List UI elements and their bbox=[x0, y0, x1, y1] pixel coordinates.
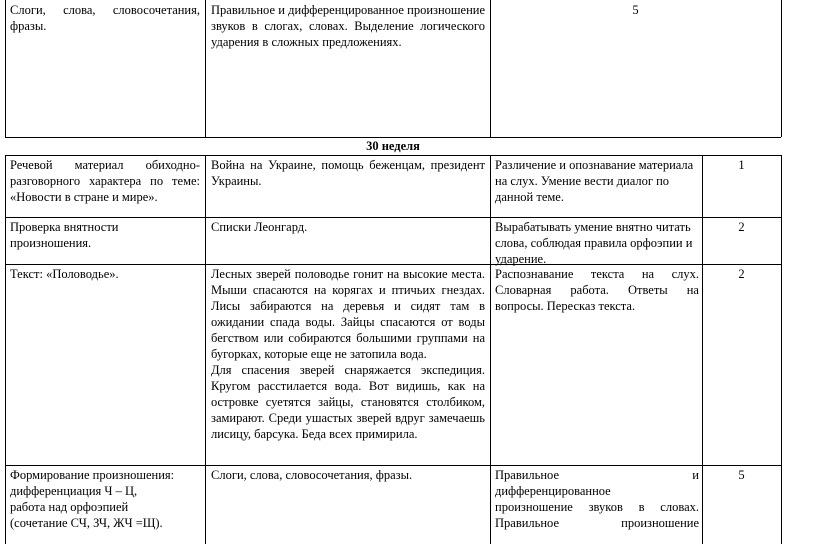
cell-content: Списки Леонгард. bbox=[211, 220, 308, 234]
cell-hours: 1 bbox=[738, 158, 745, 172]
cell-content: Правильное и дифференцированное произношение звуков в слогах, словах. Выделение логического ударения в сложных предложениях. bbox=[211, 3, 485, 49]
column-border bbox=[5, 155, 6, 544]
cell-hours: 5 bbox=[738, 468, 745, 482]
column-border bbox=[781, 0, 782, 137]
row-border bbox=[5, 217, 781, 218]
cell-content bbox=[211, 266, 485, 442]
cell-topic: Текст: «Половодье». bbox=[10, 267, 119, 281]
row-border bbox=[5, 465, 781, 466]
column-border bbox=[490, 0, 491, 137]
text-line: дифференциация Ч – Ц, bbox=[10, 484, 138, 498]
cell-content: Слоги, слова, словосочетания, фразы. bbox=[211, 468, 413, 482]
cell-goals: Распознавание текста на слух. Словарная работа. Ответы на вопросы. Пересказ текста. bbox=[495, 267, 699, 313]
cell-hours: 2 bbox=[738, 267, 745, 281]
column-border bbox=[5, 0, 6, 137]
cell-topic: Проверка внятности произношения. bbox=[10, 220, 119, 250]
text-paragraph: Лесных зверей половодье гонит на высокие места. Мыши спасаются на корягах и птичьих гнездах. Лисы забираются на деревья и сидят там в ожидании спада воды. Зайцы спасаются от воды бегством или собираются большими группами на бугорках, которые еще не затопила вода. bbox=[211, 267, 485, 361]
cell-goals: Различение и опознавание материала на слух. Умение вести диалог по данной теме. bbox=[495, 158, 694, 204]
text-line: произношение звуков в словах. bbox=[495, 500, 699, 514]
column-border bbox=[205, 155, 206, 544]
column-border bbox=[490, 155, 491, 544]
text-line: Правильное и bbox=[495, 468, 699, 482]
column-border bbox=[781, 155, 782, 544]
cell-content: Война на Украине, помощь беженцам, президент Украины. bbox=[211, 158, 485, 188]
text-line: Формирование произношения: bbox=[10, 468, 175, 482]
cell-topic bbox=[10, 467, 200, 531]
text-line: (сочетание СЧ, ЗЧ, ЖЧ =Щ). bbox=[10, 516, 163, 530]
text-line: Правильное произношение bbox=[495, 516, 699, 530]
text-paragraph: Для спасения зверей снаряжается экспедиция. Кругом расстилается вода. Вот видишь, как на островке суетятся зайцы, становятся столбиком, замирают. Среди ушастых зверей вдруг замечаешь лисицу, барсука. Беда всех примирила. bbox=[211, 363, 485, 441]
cell-goals bbox=[495, 467, 699, 531]
cell-hours: 2 bbox=[738, 220, 745, 234]
column-border bbox=[205, 0, 206, 137]
text-line: работа над орфоэпией bbox=[10, 500, 129, 514]
cell-topic: Слоги, слова, словосочетания, фразы. bbox=[10, 3, 200, 33]
row-border bbox=[5, 155, 781, 156]
cell-goals: Вырабатывать умение внятно читать слова, соблюдая правила орфоэпии и ударение. bbox=[495, 220, 693, 266]
cell-hours: 5 bbox=[632, 3, 639, 17]
week-header: 30 неделя bbox=[366, 139, 420, 153]
column-border bbox=[702, 155, 703, 544]
text-line: дифференцированное bbox=[495, 484, 611, 498]
cell-topic: Речевой материал обиходно-разговорного характера по теме: «Новости в стране и мире». bbox=[10, 158, 200, 204]
